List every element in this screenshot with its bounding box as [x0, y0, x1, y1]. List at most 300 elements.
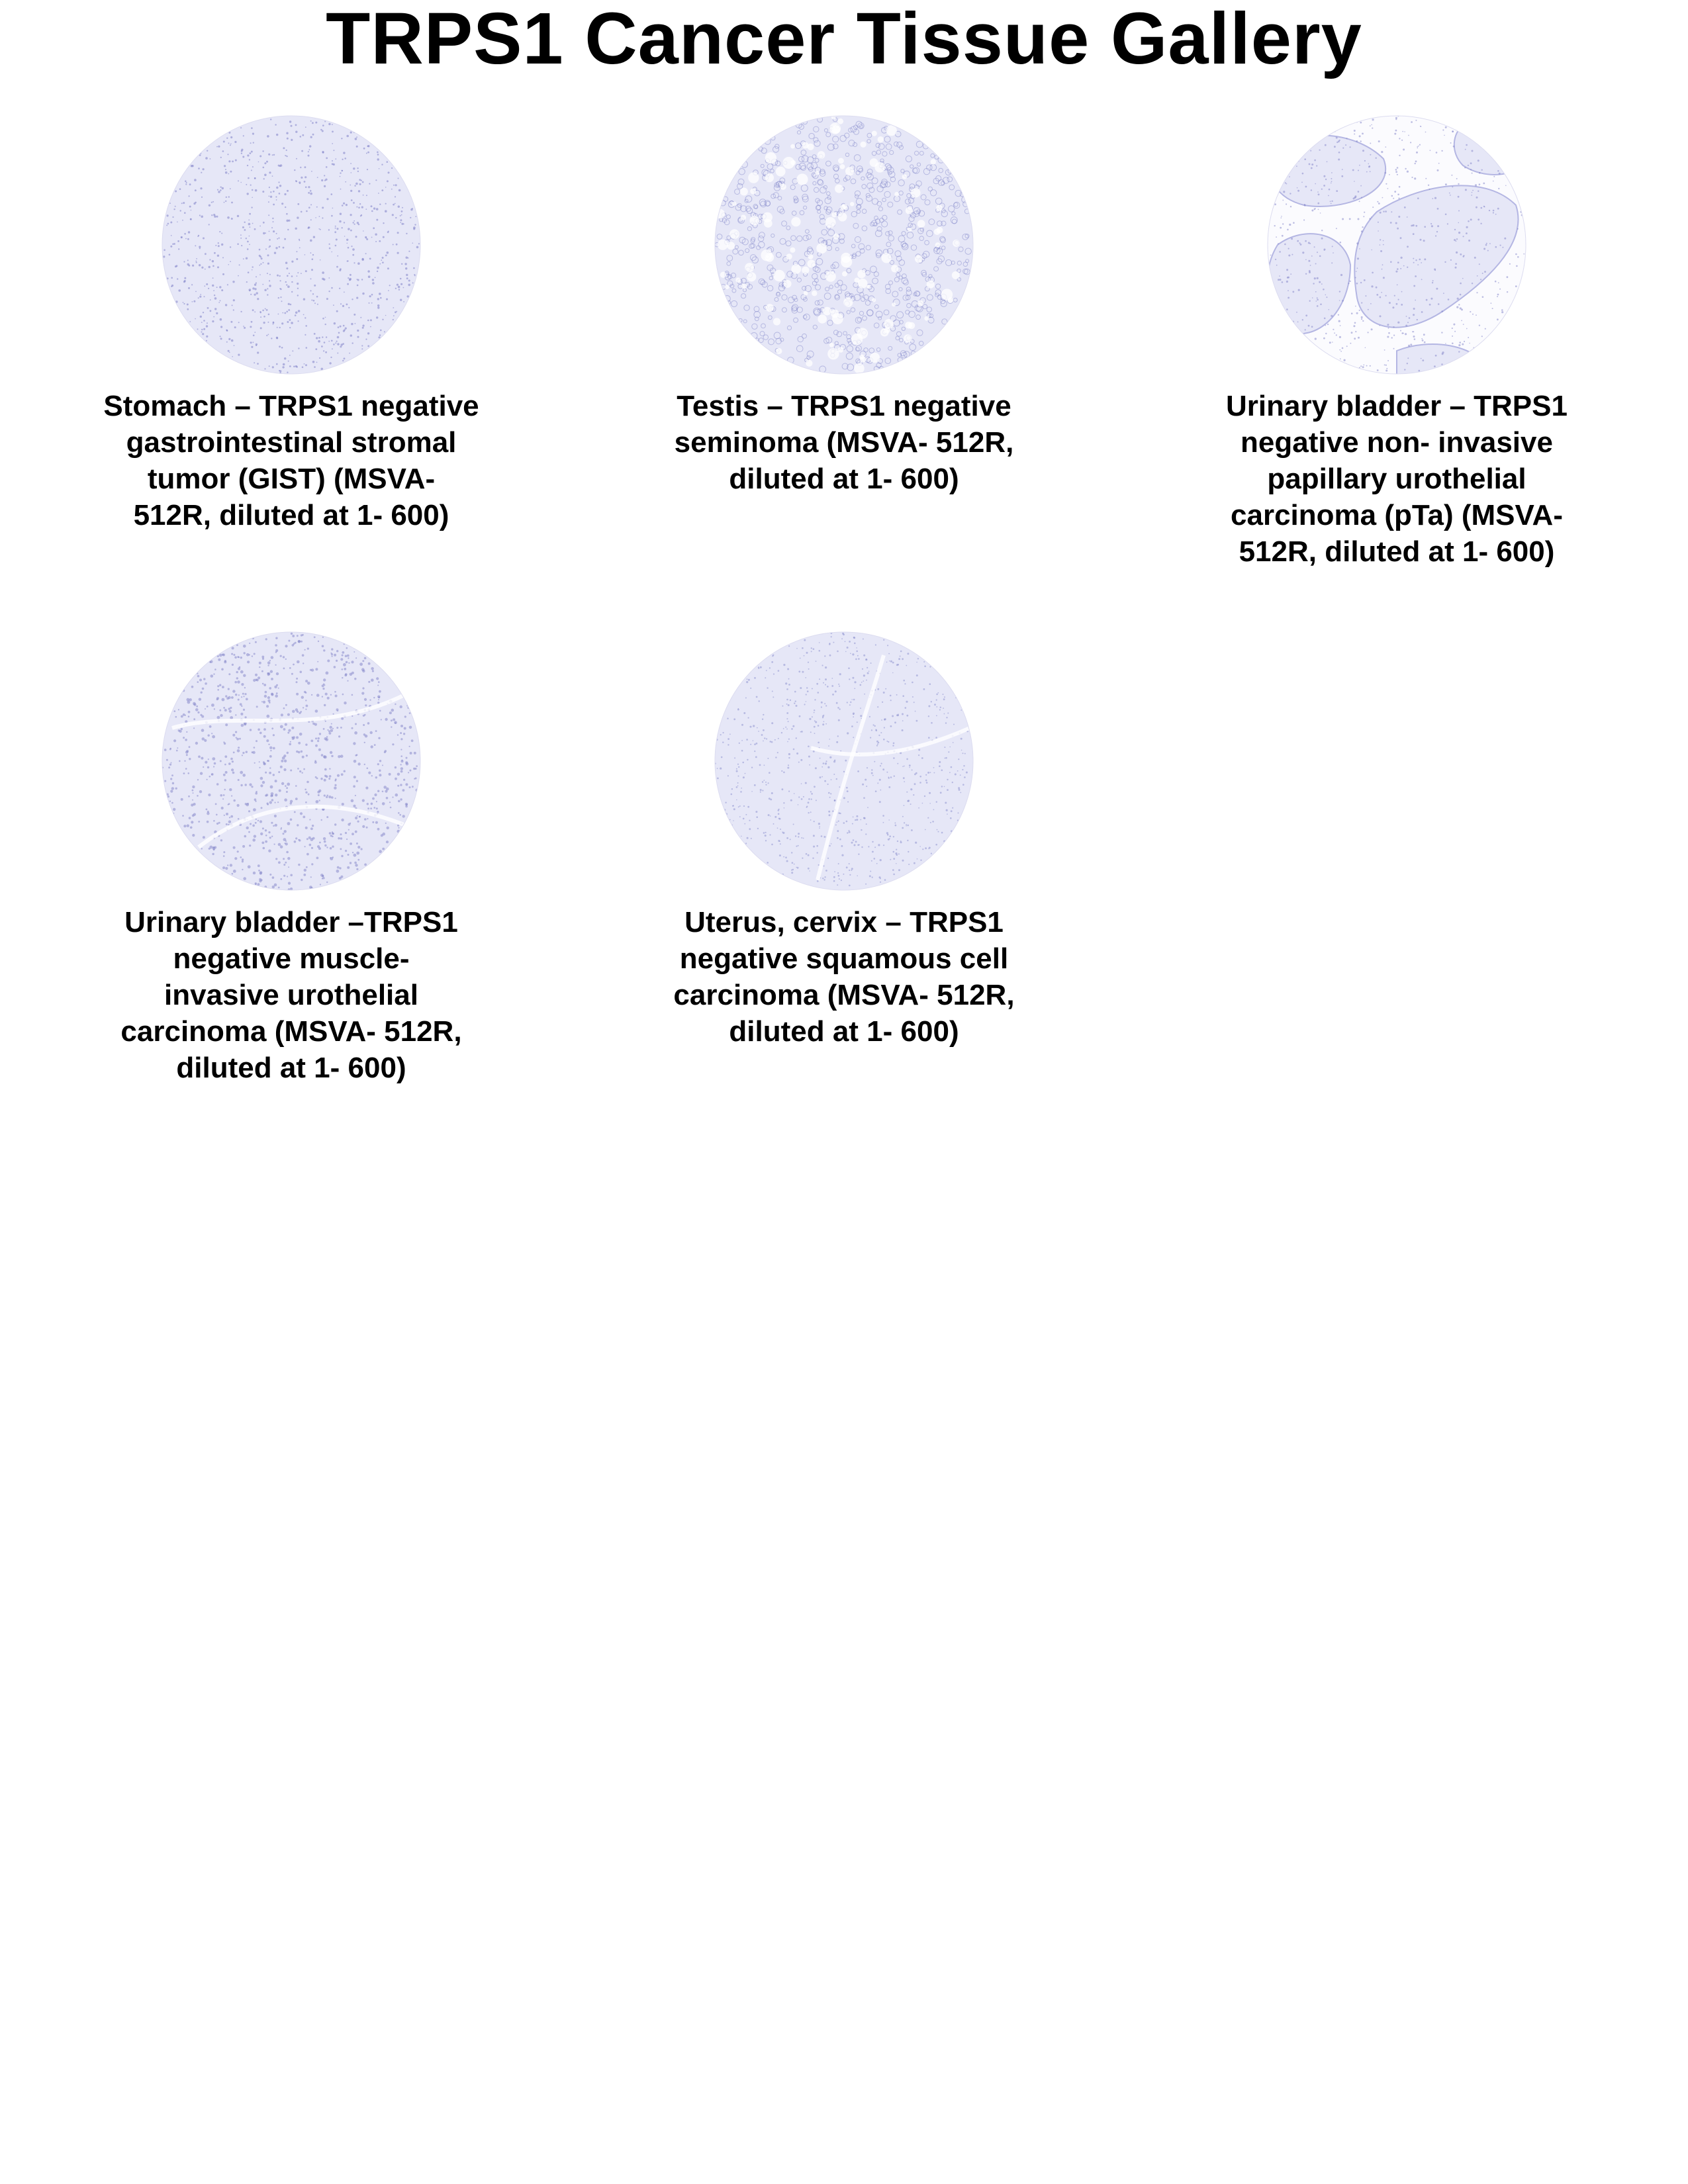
cell-nucleus: [935, 737, 937, 739]
cell-nucleus: [798, 762, 800, 763]
cell-nucleus: [385, 255, 387, 257]
cell-nucleus: [880, 859, 882, 861]
cell-nucleus: [305, 166, 306, 168]
gallery-tile-bladder-pta: [1185, 113, 1609, 570]
cell-nucleus: [344, 357, 346, 359]
cell-nucleus: [316, 337, 318, 339]
cell-nucleus: [288, 220, 290, 222]
cell-nucleus: [328, 229, 330, 230]
cell-nucleus: [272, 366, 274, 368]
cell-nucleus: [786, 837, 788, 839]
cell-nucleus: [273, 324, 274, 325]
cell-nucleus: [788, 739, 790, 740]
cell-nucleus: [329, 832, 332, 835]
tissue-gap: [872, 298, 876, 302]
cell-nucleus: [935, 844, 937, 846]
cell-nucleus: [904, 683, 906, 684]
cell-nucleus: [866, 823, 867, 825]
cell-nucleus: [1371, 250, 1372, 251]
cell-nucleus: [382, 848, 385, 850]
cell-nucleus: [1334, 332, 1335, 334]
cell-nucleus: [1387, 336, 1389, 338]
cell-nucleus: [337, 774, 340, 777]
cell-nucleus: [222, 654, 225, 657]
cell-nucleus: [1458, 351, 1460, 352]
cell-nucleus: [292, 350, 293, 351]
cell-nucleus: [1432, 282, 1433, 283]
cell-nucleus: [839, 673, 841, 675]
cell-nucleus: [765, 782, 767, 783]
caption-line: invasive urothelial: [164, 979, 418, 1011]
tissue-gap: [773, 270, 785, 282]
cell-nucleus: [236, 738, 239, 741]
cell-nucleus: [340, 658, 343, 660]
cell-nucleus: [287, 752, 289, 754]
cell-nucleus: [1366, 171, 1368, 173]
cell-nucleus: [1476, 197, 1478, 199]
cell-nucleus: [268, 214, 269, 216]
cell-nucleus: [736, 768, 737, 770]
cell-nucleus: [288, 309, 290, 311]
cell-nucleus: [285, 723, 287, 726]
cell-nucleus: [851, 699, 853, 700]
cell-nucleus: [310, 827, 313, 830]
cell-nucleus: [305, 176, 306, 178]
cell-nucleus: [302, 756, 305, 758]
cell-nucleus: [295, 837, 297, 839]
cell-nucleus: [806, 806, 808, 807]
core-background: [715, 632, 973, 890]
cell-nucleus: [283, 728, 286, 731]
cell-nucleus: [940, 792, 942, 794]
cell-nucleus: [324, 704, 326, 706]
cell-nucleus: [860, 715, 862, 717]
cell-nucleus: [1515, 285, 1517, 287]
cell-nucleus: [1517, 256, 1519, 258]
cell-nucleus: [336, 266, 338, 268]
cell-nucleus: [359, 816, 361, 818]
tissue-gap: [851, 334, 863, 345]
cell-nucleus: [951, 766, 953, 768]
cell-nucleus: [773, 673, 774, 674]
cell-nucleus: [203, 312, 204, 313]
cell-nucleus: [367, 152, 369, 154]
cell-nucleus: [265, 691, 267, 694]
cell-nucleus: [400, 770, 403, 773]
cell-nucleus: [1305, 314, 1307, 316]
cell-nucleus: [1430, 150, 1431, 151]
tissue-gap: [763, 212, 773, 222]
cell-nucleus: [258, 864, 260, 867]
cell-nucleus: [378, 737, 380, 739]
cell-nucleus: [1390, 261, 1392, 263]
cell-nucleus: [1492, 308, 1493, 309]
cell-nucleus: [246, 281, 248, 283]
cell-nucleus: [312, 723, 315, 725]
cell-nucleus: [163, 255, 165, 257]
cell-nucleus: [362, 327, 364, 329]
cell-nucleus: [823, 836, 825, 838]
cell-nucleus: [400, 705, 402, 708]
cell-nucleus: [925, 780, 927, 782]
cell-nucleus: [351, 199, 353, 201]
cell-nucleus: [906, 792, 908, 793]
tissue-core-image: [712, 113, 976, 377]
cell-nucleus: [727, 718, 728, 719]
cell-nucleus: [391, 709, 395, 712]
cell-nucleus: [1499, 289, 1501, 290]
cell-nucleus: [199, 790, 202, 793]
cell-nucleus: [385, 718, 387, 721]
tissue-gap: [904, 334, 912, 342]
cell-nucleus: [1377, 369, 1379, 371]
cell-nucleus: [269, 767, 271, 768]
cell-nucleus: [1420, 239, 1422, 241]
cell-nucleus: [907, 825, 909, 827]
cell-nucleus: [241, 705, 242, 707]
cell-nucleus: [218, 191, 220, 193]
cell-nucleus: [287, 372, 288, 373]
cell-nucleus: [299, 181, 301, 183]
tissue-gap: [878, 136, 884, 142]
cell-nucleus: [1340, 325, 1341, 326]
cell-nucleus: [883, 639, 884, 641]
cell-nucleus: [254, 332, 256, 333]
cell-nucleus: [181, 203, 183, 204]
cell-nucleus: [234, 326, 236, 328]
cell-nucleus: [737, 709, 739, 711]
cell-nucleus: [315, 776, 317, 778]
tissue-gap: [773, 318, 780, 325]
cell-nucleus: [888, 653, 890, 655]
cell-nucleus: [285, 862, 287, 864]
cell-nucleus: [252, 266, 254, 267]
cell-nucleus: [1483, 248, 1485, 250]
cell-nucleus: [1448, 298, 1450, 300]
cell-nucleus: [342, 803, 344, 805]
cell-nucleus: [878, 735, 880, 736]
cell-nucleus: [878, 844, 880, 846]
cell-nucleus: [207, 705, 209, 707]
cell-nucleus: [177, 747, 178, 749]
tissue-gap: [804, 291, 808, 296]
cell-nucleus: [307, 682, 310, 685]
cell-nucleus: [893, 743, 895, 745]
cell-nucleus: [884, 727, 885, 728]
cell-nucleus: [1355, 306, 1356, 307]
cell-nucleus: [1468, 165, 1469, 166]
cell-nucleus: [189, 183, 191, 185]
cell-nucleus: [310, 219, 312, 220]
cell-nucleus: [358, 190, 360, 192]
cell-nucleus: [323, 755, 326, 758]
cell-nucleus: [379, 710, 381, 712]
cell-nucleus: [183, 772, 185, 774]
cell-nucleus: [181, 728, 183, 730]
cell-nucleus: [341, 343, 343, 345]
cell-nucleus: [269, 231, 270, 232]
cell-nucleus: [169, 764, 171, 766]
cell-nucleus: [372, 670, 374, 672]
cell-nucleus: [1498, 188, 1499, 189]
cell-nucleus: [1276, 236, 1277, 238]
cell-nucleus: [867, 767, 868, 768]
cell-nucleus: [1365, 295, 1366, 296]
cell-nucleus: [1456, 238, 1458, 240]
cell-nucleus: [355, 138, 357, 140]
cell-nucleus: [363, 325, 365, 327]
cell-nucleus: [356, 146, 358, 148]
cell-nucleus: [1415, 120, 1417, 121]
cell-nucleus: [400, 219, 402, 221]
cell-nucleus: [364, 657, 367, 660]
cell-nucleus: [213, 766, 214, 767]
cell-nucleus: [1395, 171, 1397, 173]
cell-nucleus: [296, 693, 299, 696]
cell-nucleus: [863, 655, 865, 657]
cell-nucleus: [373, 697, 375, 698]
cell-nucleus: [772, 691, 773, 692]
cell-nucleus: [296, 258, 298, 260]
cell-nucleus: [409, 726, 412, 729]
cell-nucleus: [254, 177, 256, 179]
cell-nucleus: [239, 264, 240, 265]
cell-nucleus: [929, 792, 931, 794]
cell-nucleus: [1407, 267, 1408, 268]
cell-nucleus: [1463, 236, 1464, 237]
cell-nucleus: [269, 196, 270, 197]
caption-line: Urinary bladder –TRPS1: [124, 906, 458, 938]
cell-nucleus: [224, 755, 227, 758]
cell-nucleus: [941, 770, 943, 772]
cell-nucleus: [1325, 144, 1327, 146]
cell-nucleus: [221, 289, 223, 291]
cell-nucleus: [816, 683, 818, 685]
cell-nucleus: [837, 707, 839, 709]
cell-nucleus: [308, 151, 309, 152]
cell-nucleus: [851, 868, 853, 870]
cell-nucleus: [909, 767, 910, 768]
cell-nucleus: [286, 311, 288, 313]
cell-nucleus: [1495, 246, 1497, 248]
cell-nucleus: [264, 289, 266, 291]
cell-nucleus: [883, 844, 884, 846]
cell-nucleus: [236, 677, 238, 679]
cell-nucleus: [273, 230, 275, 232]
cell-nucleus: [741, 740, 743, 741]
cell-nucleus: [1278, 243, 1279, 244]
cell-nucleus: [232, 281, 234, 283]
cell-nucleus: [811, 651, 812, 652]
cell-nucleus: [260, 777, 263, 780]
cell-nucleus: [197, 711, 199, 713]
cell-nucleus: [763, 729, 765, 731]
cell-nucleus: [263, 232, 265, 234]
tissue-gap: [911, 188, 920, 197]
cell-nucleus: [747, 678, 748, 680]
cell-nucleus: [282, 756, 285, 760]
cell-nucleus: [212, 757, 215, 760]
cell-nucleus: [1327, 324, 1329, 325]
cell-nucleus: [748, 717, 749, 719]
cell-nucleus: [345, 673, 348, 676]
cell-nucleus: [168, 766, 170, 768]
cell-nucleus: [1380, 244, 1381, 246]
cell-nucleus: [209, 266, 211, 268]
tissue-gap: [735, 277, 741, 283]
cell-nucleus: [217, 266, 219, 268]
cell-nucleus: [290, 741, 291, 743]
cell-nucleus: [380, 330, 382, 332]
cell-nucleus: [783, 856, 784, 858]
cell-nucleus: [851, 870, 852, 871]
cell-nucleus: [281, 322, 283, 324]
cell-nucleus: [337, 255, 338, 257]
cell-nucleus: [295, 785, 297, 787]
cell-nucleus: [890, 700, 892, 701]
cell-nucleus: [367, 803, 369, 805]
tissue-gap: [829, 343, 834, 347]
cell-nucleus: [1395, 222, 1397, 224]
tissue-gap: [796, 173, 808, 185]
cell-nucleus: [799, 715, 801, 717]
cell-nucleus: [237, 215, 239, 217]
cell-nucleus: [343, 203, 345, 205]
cell-nucleus: [348, 228, 350, 230]
cell-nucleus: [200, 772, 203, 775]
cell-nucleus: [1328, 195, 1329, 197]
cell-nucleus: [341, 138, 342, 139]
cell-nucleus: [193, 704, 196, 706]
cell-nucleus: [299, 733, 303, 736]
cell-nucleus: [183, 825, 186, 827]
cell-nucleus: [334, 787, 336, 790]
cell-nucleus: [366, 827, 368, 829]
cell-nucleus: [241, 724, 244, 727]
cell-nucleus: [943, 707, 944, 709]
cell-nucleus: [409, 746, 410, 747]
cell-nucleus: [946, 809, 948, 811]
cell-nucleus: [770, 799, 772, 801]
cell-nucleus: [200, 294, 201, 295]
cell-nucleus: [1383, 211, 1384, 212]
cell-nucleus: [235, 159, 237, 161]
cell-nucleus: [221, 668, 224, 671]
cell-nucleus: [1515, 253, 1517, 255]
cell-nucleus: [894, 776, 895, 777]
cell-nucleus: [772, 655, 773, 657]
cell-nucleus: [242, 845, 245, 848]
cell-nucleus: [196, 261, 197, 263]
cell-nucleus: [814, 720, 816, 721]
cell-nucleus: [220, 187, 222, 188]
cell-nucleus: [1320, 212, 1321, 214]
cell-nucleus: [357, 171, 359, 172]
cell-nucleus: [191, 821, 193, 823]
cell-nucleus: [166, 224, 167, 226]
cell-nucleus: [397, 773, 400, 776]
cell-nucleus: [898, 713, 899, 715]
cell-nucleus: [866, 659, 867, 660]
cell-nucleus: [318, 641, 319, 642]
cell-nucleus: [810, 819, 812, 821]
cell-nucleus: [376, 677, 379, 680]
cell-nucleus: [378, 193, 379, 194]
cell-nucleus: [371, 294, 373, 296]
cell-nucleus: [1360, 140, 1362, 142]
cell-nucleus: [796, 737, 797, 739]
cell-nucleus: [261, 807, 263, 809]
cell-nucleus: [1391, 211, 1392, 212]
cell-nucleus: [301, 879, 303, 881]
cell-nucleus: [372, 279, 374, 281]
cell-nucleus: [322, 684, 324, 687]
cell-nucleus: [931, 853, 932, 854]
cell-nucleus: [346, 839, 348, 840]
cell-nucleus: [1507, 291, 1508, 293]
cell-nucleus: [278, 181, 279, 183]
cell-nucleus: [765, 840, 767, 841]
cell-nucleus: [254, 747, 256, 749]
cell-nucleus: [301, 696, 304, 699]
cell-nucleus: [332, 728, 334, 729]
cell-nucleus: [754, 784, 756, 786]
cell-nucleus: [315, 122, 317, 124]
cell-nucleus: [749, 828, 751, 830]
cell-nucleus: [263, 847, 265, 850]
cell-nucleus: [181, 236, 183, 238]
cell-nucleus: [275, 802, 276, 803]
cell-nucleus: [781, 770, 782, 772]
cell-nucleus: [252, 309, 254, 311]
cell-nucleus: [755, 811, 757, 813]
cell-nucleus: [1470, 169, 1472, 170]
cell-nucleus: [1356, 283, 1358, 285]
cell-nucleus: [793, 749, 795, 751]
cell-nucleus: [246, 238, 247, 239]
cell-nucleus: [1397, 285, 1398, 286]
cell-nucleus: [361, 848, 363, 850]
cell-nucleus: [302, 134, 304, 136]
cell-nucleus: [771, 661, 773, 663]
cell-nucleus: [1386, 368, 1387, 369]
cell-nucleus: [798, 836, 799, 837]
cell-nucleus: [269, 874, 271, 876]
cell-nucleus: [1361, 316, 1363, 318]
cell-nucleus: [247, 193, 249, 195]
cell-nucleus: [915, 842, 917, 844]
cell-nucleus: [286, 213, 288, 215]
tissue-gap: [931, 159, 936, 164]
cell-nucleus: [333, 304, 334, 306]
cell-nucleus: [958, 787, 960, 789]
cell-nucleus: [933, 767, 935, 768]
cell-nucleus: [837, 735, 839, 737]
cell-nucleus: [342, 159, 343, 160]
cell-nucleus: [306, 210, 308, 212]
cell-nucleus: [301, 751, 303, 752]
cell-nucleus: [218, 245, 220, 247]
cell-nucleus: [924, 665, 926, 667]
cell-nucleus: [932, 821, 934, 823]
cell-nucleus: [259, 156, 261, 158]
cell-nucleus: [833, 880, 835, 882]
cell-nucleus: [1401, 140, 1403, 141]
cell-nucleus: [1432, 280, 1434, 281]
cell-nucleus: [822, 664, 823, 666]
cell-nucleus: [770, 815, 771, 817]
cell-nucleus: [263, 735, 266, 738]
